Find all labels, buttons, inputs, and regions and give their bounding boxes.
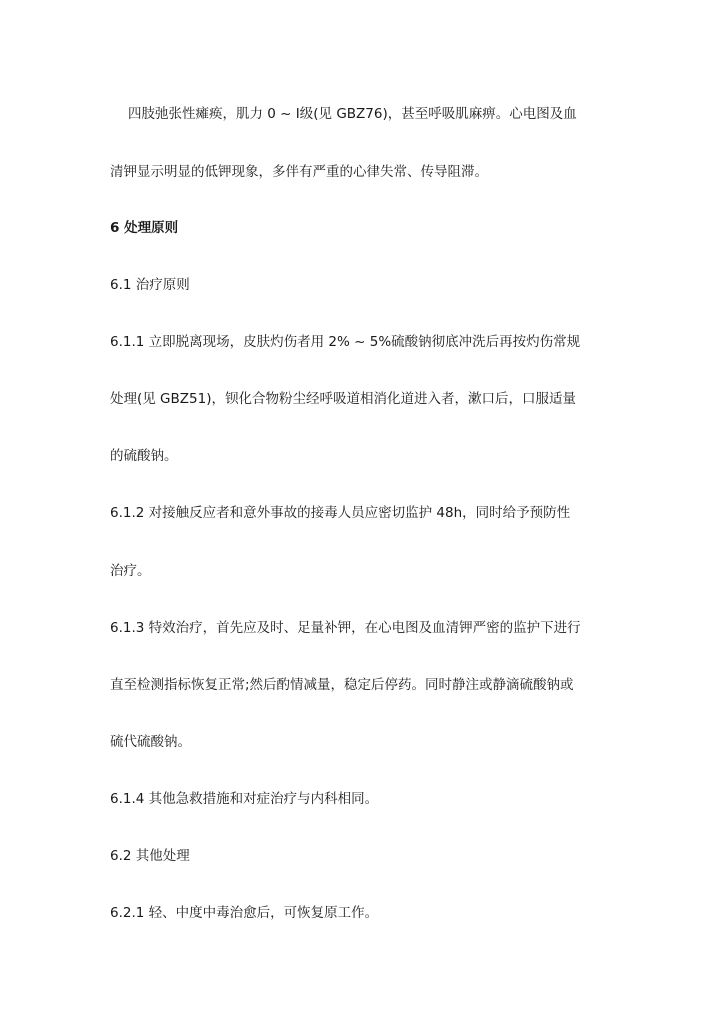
paragraph-line: 硫代硫酸钠。 <box>110 734 191 750</box>
paragraph-line: 清钾显示明显的低钾现象，多伴有严重的心律失常、传导阻滞。 <box>110 164 488 180</box>
subsection-heading: 6.1 治疗原则 <box>110 277 190 293</box>
section-heading: 6 处理原则 <box>110 220 179 236</box>
paragraph-line: 6.2.1 轻、中度中毒治愈后，可恢复原工作。 <box>110 905 379 921</box>
paragraph-line: 的硫酸钠。 <box>110 448 178 464</box>
paragraph-line: 处理(见 GBZ51)，钡化合物粉尘经呼吸道相消化道进入者，漱口后，口服适量 <box>110 391 576 407</box>
paragraph-line: 6.1.2 对接触反应者和意外事故的接毒人员应密切监护 48h，同时给予预防性 <box>110 505 571 521</box>
paragraph-line: 6.1.1 立即脱离现场，皮肤灼伤者用 2% ~ 5%硫酸钠彻底冲洗后再按灼伤常规 <box>110 334 581 350</box>
paragraph-line: 四肢弛张性瘫痪，肌力 0 ~ Ⅰ级(见 GBZ76)，甚至呼吸肌麻痹。心电图及血 <box>128 106 577 122</box>
paragraph-line: 6.1.3 特效治疗，首先应及时、足量补钾，在心电图及血清钾严密的监护下进行 <box>110 620 581 636</box>
paragraph-line: 6.1.4 其他急救措施和对症治疗与内科相同。 <box>110 791 379 807</box>
paragraph-line: 直至检测指标恢复正常;然后酌情减量，稳定后停药。同时静注或静滴硫酸钠或 <box>110 677 574 693</box>
subsection-heading: 6.2 其他处理 <box>110 848 190 864</box>
paragraph-line: 治疗。 <box>110 563 151 579</box>
